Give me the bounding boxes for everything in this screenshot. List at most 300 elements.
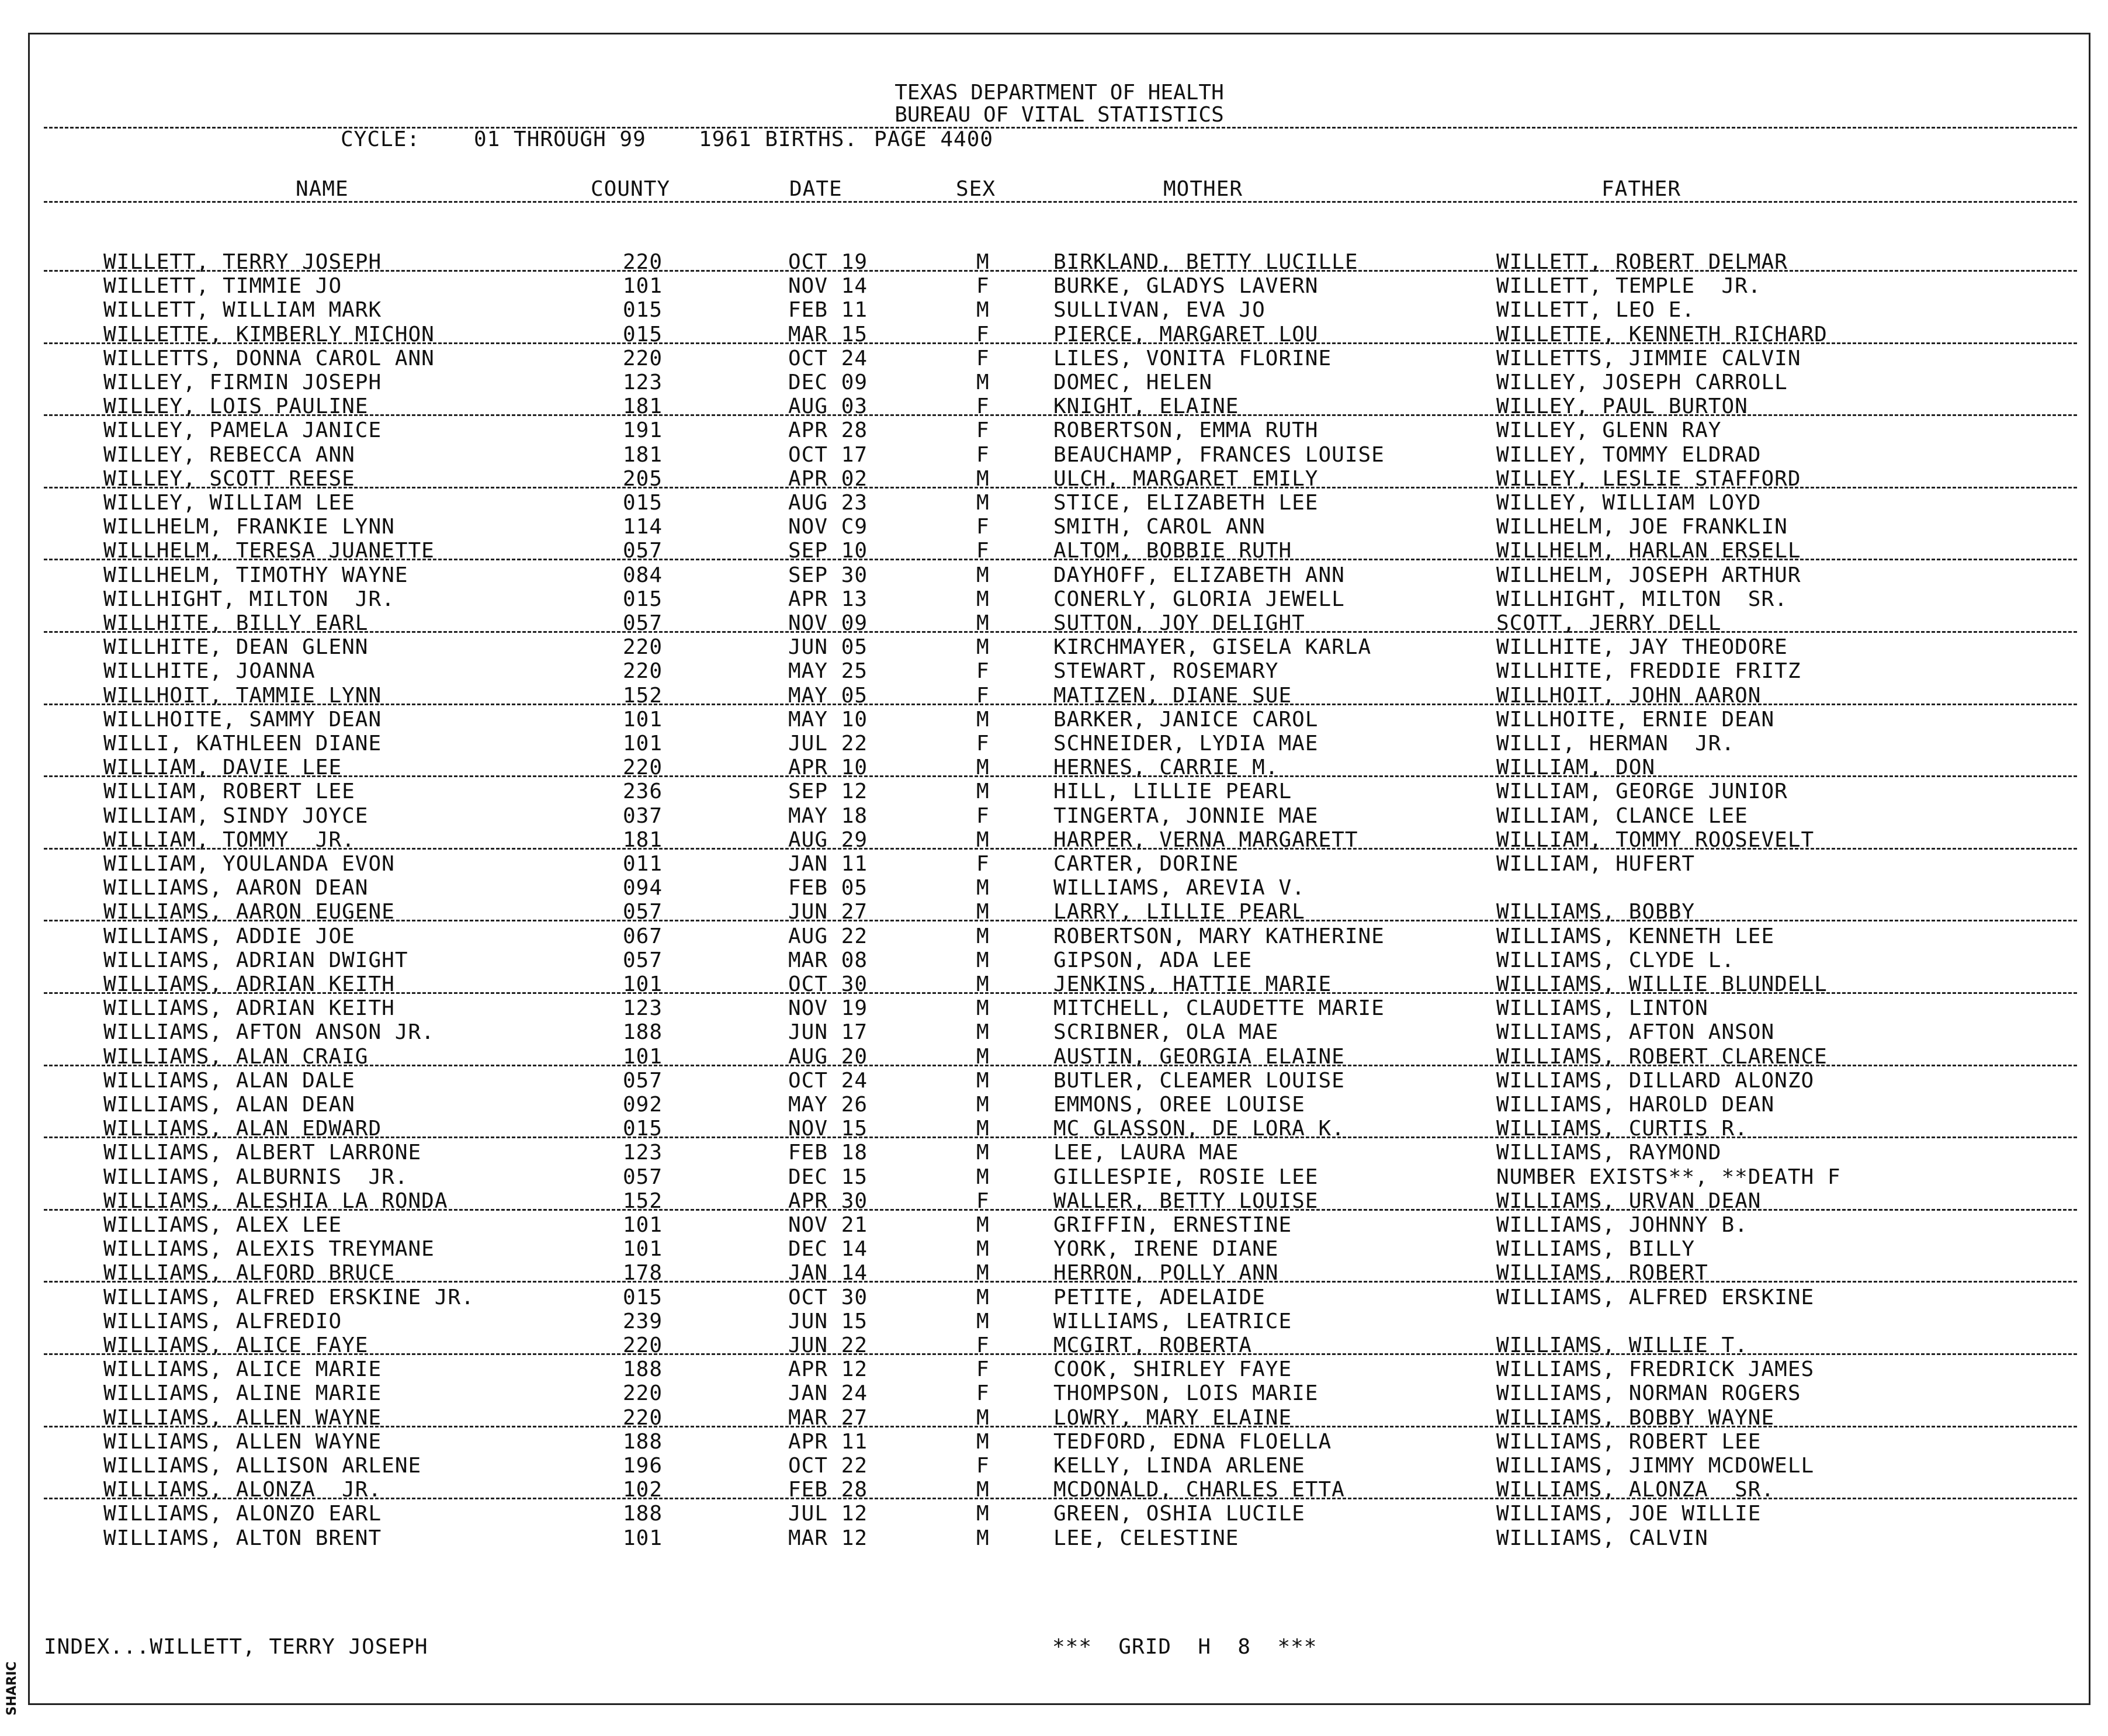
record-sex: F <box>976 1381 990 1405</box>
record-county: 015 <box>623 491 663 515</box>
record-sex: F <box>976 418 990 442</box>
grid-footer: *** GRID H 8 *** <box>1052 1635 1318 1659</box>
record-mother: SCHNEIDER, LYDIA MAE <box>1053 732 1319 756</box>
record-date: DEC 14 <box>788 1237 868 1261</box>
record-sex: M <box>976 1141 990 1165</box>
record-father: WILLHELM, JOE FRANKLIN <box>1496 515 1788 539</box>
record-name: WILLHITE, BILLY EARL <box>103 611 369 635</box>
record-sex: M <box>976 1045 990 1069</box>
record-mother: WILLIAMS, LEATRICE <box>1053 1309 1292 1333</box>
record-date: SEP 30 <box>788 563 868 587</box>
record-sex: M <box>976 298 990 322</box>
record-date: JAN 14 <box>788 1261 868 1285</box>
record-father: WILLI, HERMAN JR. <box>1496 732 1735 756</box>
record-date: OCT 24 <box>788 1069 868 1093</box>
record-name: WILLETT, TERRY JOSEPH <box>103 250 382 274</box>
record-sex: F <box>976 323 990 346</box>
record-sex: M <box>976 996 990 1020</box>
record-name: WILLIAM, ROBERT LEE <box>103 779 355 803</box>
record-county: 220 <box>623 756 663 779</box>
row-separator <box>44 1498 2077 1499</box>
record-name: WILLIAMS, ALAN DALE <box>103 1069 355 1093</box>
record-county: 101 <box>623 1213 663 1237</box>
record-county: 101 <box>623 972 663 996</box>
record-name: WILLIAMS, ALLEN WAYNE <box>103 1406 382 1430</box>
record-father: WILLIAMS, ALONZA SR. <box>1496 1478 1775 1502</box>
record-name: WILLIAMS, ALESHIA LA RONDA <box>103 1189 448 1213</box>
record-sex: M <box>976 972 990 996</box>
record-date: OCT 24 <box>788 346 868 370</box>
record-date: MAR 15 <box>788 323 868 346</box>
record-father: WILLIAMS, BOBBY <box>1496 900 1696 924</box>
record-name: WILLEY, REBECCA ANN <box>103 443 355 467</box>
record-mother: BUTLER, CLEAMER LOUISE <box>1053 1069 1345 1093</box>
record-county: 123 <box>623 996 663 1020</box>
record-father: WILLIAMS, BILLY <box>1496 1237 1696 1261</box>
record-name: WILLETTS, DONNA CAROL ANN <box>103 346 435 370</box>
record-date: APR 10 <box>788 756 868 779</box>
record-mother: HILL, LILLIE PEARL <box>1053 779 1292 803</box>
record-date: JUN 15 <box>788 1309 868 1333</box>
record-date: JUN 05 <box>788 635 868 659</box>
record-name: WILLIAMS, AARON DEAN <box>103 876 369 900</box>
record-sex: F <box>976 732 990 756</box>
record-sex: M <box>976 948 990 972</box>
record-sex: F <box>976 1454 990 1478</box>
record-mother: SULLIVAN, EVA JO <box>1053 298 1266 322</box>
record-mother: ROBERTSON, EMMA RUTH <box>1053 418 1319 442</box>
record-county: 101 <box>623 1526 663 1550</box>
record-mother: MC GLASSON, DE LORA K. <box>1053 1117 1345 1141</box>
record-sex: F <box>976 1333 990 1357</box>
record-date: AUG 22 <box>788 924 868 948</box>
row-separator <box>44 487 2077 488</box>
record-mother: SMITH, CAROL ANN <box>1053 515 1266 539</box>
row-separator <box>44 920 2077 921</box>
record-mother: BURKE, GLADYS LAVERN <box>1053 274 1319 298</box>
record-sex: M <box>976 1261 990 1285</box>
record-father: WILLIAM, DON <box>1496 756 1656 779</box>
record-sex: M <box>976 1237 990 1261</box>
record-county: 123 <box>623 1141 663 1165</box>
record-date: JUN 22 <box>788 1333 868 1357</box>
record-date: SEP 12 <box>788 779 868 803</box>
row-separator <box>44 775 2077 777</box>
record-father: WILLIAM, CLANCE LEE <box>1496 804 1748 828</box>
record-father: WILLHIGHT, MILTON SR. <box>1496 587 1788 611</box>
record-county: 057 <box>623 948 663 972</box>
record-date: OCT 17 <box>788 443 868 467</box>
row-separator <box>44 992 2077 994</box>
record-mother: BEAUCHAMP, FRANCES LOUISE <box>1053 443 1385 467</box>
record-county: 084 <box>623 563 663 587</box>
record-mother: BARKER, JANICE CAROL <box>1053 708 1319 732</box>
record-name: WILLIAM, YOULANDA EVON <box>103 852 395 876</box>
record-county: 239 <box>623 1309 663 1333</box>
record-sex: M <box>976 370 990 394</box>
record-county: 188 <box>623 1020 663 1044</box>
record-mother: SCRIBNER, OLA MAE <box>1053 1020 1279 1044</box>
record-father: WILLIAMS, ROBERT LEE <box>1496 1430 1762 1454</box>
record-sex: M <box>976 1430 990 1454</box>
column-header-county: COUNTY <box>591 177 671 201</box>
record-county: 015 <box>623 323 663 346</box>
record-father: WILLIAMS, ROBERT <box>1496 1261 1708 1285</box>
record-mother: EMMONS, OREE LOUISE <box>1053 1093 1305 1117</box>
record-date: FEB 05 <box>788 876 868 900</box>
record-county: 188 <box>623 1357 663 1381</box>
record-father: WILLIAMS, LINTON <box>1496 996 1708 1020</box>
record-name: WILLIAM, DAVIE LEE <box>103 756 342 779</box>
record-date: APR 28 <box>788 418 868 442</box>
record-sex: F <box>976 515 990 539</box>
record-sex: M <box>976 1069 990 1093</box>
record-father: WILLEY, LESLIE STAFFORD <box>1496 467 1801 491</box>
record-county: 102 <box>623 1478 663 1502</box>
column-header-father: FATHER <box>1601 177 1681 201</box>
record-father: WILLEY, WILLIAM LOYD <box>1496 491 1762 515</box>
record-mother: WILLIAMS, AREVIA V. <box>1053 876 1305 900</box>
record-sex: M <box>976 1406 990 1430</box>
record-father: WILLIAMS, CLYDE L. <box>1496 948 1735 972</box>
record-sex: M <box>976 779 990 803</box>
record-county: 205 <box>623 467 663 491</box>
record-date: AUG 03 <box>788 394 868 418</box>
record-name: WILLIAMS, ALAN CRAIG <box>103 1045 369 1069</box>
record-date: MAY 05 <box>788 684 868 708</box>
record-father: WILLHOITE, ERNIE DEAN <box>1496 708 1775 732</box>
record-father: WILLHITE, JAY THEODORE <box>1496 635 1788 659</box>
record-sex: M <box>976 900 990 924</box>
record-name: WILLIAMS, ALFRED ERSKINE JR. <box>103 1285 474 1309</box>
record-father: WILLIAMS, NORMAN ROGERS <box>1496 1381 1801 1405</box>
record-name: WILLIAMS, ADRIAN KEITH <box>103 972 395 996</box>
record-mother: KIRCHMAYER, GISELA KARLA <box>1053 635 1372 659</box>
record-mother: KELLY, LINDA ARLENE <box>1053 1454 1305 1478</box>
record-date: DEC 09 <box>788 370 868 394</box>
record-mother: GIPSON, ADA LEE <box>1053 948 1253 972</box>
side-label: SHARIC <box>5 1661 19 1716</box>
record-mother: DOMEC, HELEN <box>1053 370 1213 394</box>
record-mother: KNIGHT, ELAINE <box>1053 394 1239 418</box>
record-name: WILLEY, LOIS PAULINE <box>103 394 369 418</box>
record-name: WILLIAMS, ALBURNIS JR. <box>103 1165 408 1189</box>
record-county: 015 <box>623 1285 663 1309</box>
record-date: NOV 19 <box>788 996 868 1020</box>
record-name: WILLIAMS, ALLEN WAYNE <box>103 1430 382 1454</box>
record-county: 015 <box>623 298 663 322</box>
record-name: WILLIAMS, ALBERT LARRONE <box>103 1141 422 1165</box>
record-date: JUL 22 <box>788 732 868 756</box>
record-father: WILLIAMS, ALFRED ERSKINE <box>1496 1285 1815 1309</box>
record-date: DEC 15 <box>788 1165 868 1189</box>
record-date: FEB 28 <box>788 1478 868 1502</box>
record-date: AUG 29 <box>788 828 868 852</box>
record-father: SCOTT, JERRY DELL <box>1496 611 1722 635</box>
record-sex: M <box>976 1020 990 1044</box>
record-father: WILLIAMS, DILLARD ALONZO <box>1496 1069 1815 1093</box>
record-mother: TINGERTA, JONNIE MAE <box>1053 804 1319 828</box>
record-county: 123 <box>623 370 663 394</box>
record-father: NUMBER EXISTS**, **DEATH F <box>1496 1165 1841 1189</box>
record-mother: BIRKLAND, BETTY LUCILLE <box>1053 250 1358 274</box>
record-date: JUN 17 <box>788 1020 868 1044</box>
record-date: FEB 18 <box>788 1141 868 1165</box>
record-county: 015 <box>623 1117 663 1141</box>
record-sex: M <box>976 1309 990 1333</box>
record-name: WILLHITE, JOANNA <box>103 659 315 683</box>
record-mother: LILES, VONITA FLORINE <box>1053 346 1332 370</box>
record-date: OCT 30 <box>788 972 868 996</box>
record-name: WILLIAMS, ALONZA JR. <box>103 1478 382 1502</box>
record-date: NOV 14 <box>788 274 868 298</box>
record-date: NOV 15 <box>788 1117 868 1141</box>
record-mother: CONERLY, GLORIA JEWELL <box>1053 587 1345 611</box>
record-date: MAY 10 <box>788 708 868 732</box>
record-name: WILLIAMS, AARON EUGENE <box>103 900 395 924</box>
record-sex: M <box>976 1117 990 1141</box>
record-county: 188 <box>623 1430 663 1454</box>
record-county: 092 <box>623 1093 663 1117</box>
row-separator <box>44 1065 2077 1066</box>
record-father: WILLHITE, FREDDIE FRITZ <box>1496 659 1801 683</box>
record-father: WILLIAMS, URVAN DEAN <box>1496 1189 1762 1213</box>
record-name: WILLIAMS, ALFORD BRUCE <box>103 1261 395 1285</box>
record-name: WILLHELM, TIMOTHY WAYNE <box>103 563 408 587</box>
record-sex: M <box>976 1213 990 1237</box>
record-county: 220 <box>623 250 663 274</box>
record-mother: DAYHOFF, ELIZABETH ANN <box>1053 563 1345 587</box>
record-mother: LEE, LAURA MAE <box>1053 1141 1239 1165</box>
record-name: WILLIAMS, ALEXIS TREYMANE <box>103 1237 435 1261</box>
column-header-mother: MOTHER <box>1163 177 1243 201</box>
record-mother: HERRON, POLLY ANN <box>1053 1261 1279 1285</box>
record-name: WILLIAMS, ALAN DEAN <box>103 1093 355 1117</box>
record-sex: M <box>976 1502 990 1526</box>
record-county: 191 <box>623 418 663 442</box>
record-mother: AUSTIN, GEORGIA ELAINE <box>1053 1045 1345 1069</box>
record-mother: TEDFORD, EDNA FLOELLA <box>1053 1430 1332 1454</box>
record-name: WILLHIGHT, MILTON JR. <box>103 587 395 611</box>
record-date: MAR 12 <box>788 1526 868 1550</box>
record-sex: M <box>976 876 990 900</box>
record-mother: THOMPSON, LOIS MARIE <box>1053 1381 1319 1405</box>
record-mother: JENKINS, HATTIE MARIE <box>1053 972 1332 996</box>
record-county: 101 <box>623 1237 663 1261</box>
record-county: 220 <box>623 635 663 659</box>
record-name: WILLHELM, FRANKIE LYNN <box>103 515 395 539</box>
record-date: OCT 30 <box>788 1285 868 1309</box>
index-sheet <box>28 33 2090 1705</box>
record-date: APR 30 <box>788 1189 868 1213</box>
record-date: JUL 12 <box>788 1502 868 1526</box>
record-father: WILLETTE, KENNETH RICHARD <box>1496 323 1828 346</box>
row-separator <box>44 631 2077 633</box>
record-date: MAR 27 <box>788 1406 868 1430</box>
row-separator <box>44 848 2077 850</box>
record-mother: SUTTON, JOY DELIGHT <box>1053 611 1305 635</box>
record-date: SEP 10 <box>788 539 868 563</box>
record-county: 181 <box>623 394 663 418</box>
record-name: WILLIAMS, ALEX LEE <box>103 1213 342 1237</box>
index-footer: INDEX...WILLETT, TERRY JOSEPH <box>44 1635 428 1659</box>
record-name: WILLIAMS, ADRIAN DWIGHT <box>103 948 408 972</box>
record-sex: M <box>976 1526 990 1550</box>
record-county: 196 <box>623 1454 663 1478</box>
record-sex: M <box>976 250 990 274</box>
row-separator <box>44 1426 2077 1427</box>
record-name: WILLIAMS, ADDIE JOE <box>103 924 355 948</box>
row-separator <box>44 1209 2077 1211</box>
record-county: 188 <box>623 1502 663 1526</box>
record-father: WILLEY, PAUL BURTON <box>1496 394 1748 418</box>
record-county: 057 <box>623 539 663 563</box>
record-father: WILLIAM, GEORGE JUNIOR <box>1496 779 1788 803</box>
record-sex: F <box>976 394 990 418</box>
record-sex: F <box>976 274 990 298</box>
record-county: 057 <box>623 1165 663 1189</box>
record-mother: LEE, CELESTINE <box>1053 1526 1239 1550</box>
record-father: WILLIAMS, JOHNNY B. <box>1496 1213 1748 1237</box>
record-name: WILLI, KATHLEEN DIANE <box>103 732 382 756</box>
record-sex: F <box>976 346 990 370</box>
record-mother: COOK, SHIRLEY FAYE <box>1053 1357 1292 1381</box>
record-county: 152 <box>623 1189 663 1213</box>
record-date: AUG 20 <box>788 1045 868 1069</box>
record-name: WILLHELM, TERESA JUANETTE <box>103 539 435 563</box>
record-sex: M <box>976 1165 990 1189</box>
record-county: 220 <box>623 1406 663 1430</box>
record-father: WILLETT, ROBERT DELMAR <box>1496 250 1788 274</box>
row-separator <box>44 1281 2077 1283</box>
record-name: WILLIAM, TOMMY JR. <box>103 828 355 852</box>
record-mother: STICE, ELIZABETH LEE <box>1053 491 1319 515</box>
record-mother: STEWART, ROSEMARY <box>1053 659 1279 683</box>
record-mother: MATIZEN, DIANE SUE <box>1053 684 1292 708</box>
record-sex: M <box>976 756 990 779</box>
record-mother: MCGIRT, ROBERTA <box>1053 1333 1253 1357</box>
record-mother: GRIFFIN, ERNESTINE <box>1053 1213 1292 1237</box>
record-county: 114 <box>623 515 663 539</box>
record-mother: YORK, IRENE DIANE <box>1053 1237 1279 1261</box>
record-date: APR 12 <box>788 1357 868 1381</box>
record-father: WILLHELM, JOSEPH ARTHUR <box>1496 563 1801 587</box>
record-date: AUG 23 <box>788 491 868 515</box>
cycle-label: CYCLE: <box>341 127 421 151</box>
record-name: WILLIAMS, ADRIAN KEITH <box>103 996 395 1020</box>
row-separator <box>44 1353 2077 1355</box>
record-name: WILLIAMS, ALFREDIO <box>103 1309 342 1333</box>
cycle-value: 01 THROUGH 99 <box>474 127 646 151</box>
record-mother: MCDONALD, CHARLES ETTA <box>1053 1478 1345 1502</box>
record-name: WILLHOITE, SAMMY DEAN <box>103 708 382 732</box>
record-date: FEB 11 <box>788 298 868 322</box>
record-date: NOV 21 <box>788 1213 868 1237</box>
record-date: MAR 08 <box>788 948 868 972</box>
record-father: WILLHELM, HARLAN ERSELL <box>1496 539 1801 563</box>
record-sex: F <box>976 804 990 828</box>
record-name: WILLEY, PAMELA JANICE <box>103 418 382 442</box>
record-father: WILLHOIT, JOHN AARON <box>1496 684 1762 708</box>
record-county: 236 <box>623 779 663 803</box>
record-sex: M <box>976 491 990 515</box>
agency-title: TEXAS DEPARTMENT OF HEALTH <box>894 81 1224 105</box>
column-header-rule <box>44 201 2077 203</box>
record-mother: GREEN, OSHIA LUCILE <box>1053 1502 1305 1526</box>
record-mother: HARPER, VERNA MARGARETT <box>1053 828 1358 852</box>
record-sex: M <box>976 611 990 635</box>
record-sex: M <box>976 635 990 659</box>
record-mother: ULCH, MARGARET EMILY <box>1053 467 1319 491</box>
record-county: 101 <box>623 708 663 732</box>
record-sex: M <box>976 924 990 948</box>
row-separator <box>44 414 2077 416</box>
record-mother: ALTOM, BOBBIE RUTH <box>1053 539 1292 563</box>
record-father: WILLIAMS, HAROLD DEAN <box>1496 1093 1775 1117</box>
record-county: 101 <box>623 1045 663 1069</box>
record-county: 101 <box>623 732 663 756</box>
column-header-name: NAME <box>296 177 349 201</box>
record-mother: ROBERTSON, MARY KATHERINE <box>1053 924 1385 948</box>
record-mother: WALLER, BETTY LOUISE <box>1053 1189 1319 1213</box>
record-father: WILLIAMS, JOE WILLIE <box>1496 1502 1762 1526</box>
record-name: WILLIAMS, ALINE MARIE <box>103 1381 382 1405</box>
record-sex: F <box>976 1357 990 1381</box>
record-county: 037 <box>623 804 663 828</box>
record-father: WILLIAMS, ROBERT CLARENCE <box>1496 1045 1828 1069</box>
record-county: 094 <box>623 876 663 900</box>
record-county: 220 <box>623 346 663 370</box>
record-father: WILLEY, TOMMY ELDRAD <box>1496 443 1762 467</box>
record-father: WILLIAMS, BOBBY WAYNE <box>1496 1406 1775 1430</box>
record-date: NOV C9 <box>788 515 868 539</box>
record-mother: LOWRY, MARY ELAINE <box>1053 1406 1292 1430</box>
row-separator <box>44 342 2077 344</box>
record-name: WILLIAMS, ALICE FAYE <box>103 1333 369 1357</box>
record-father: WILLIAMS, CALVIN <box>1496 1526 1708 1550</box>
record-name: WILLIAMS, ALONZO EARL <box>103 1502 382 1526</box>
record-date: APR 13 <box>788 587 868 611</box>
record-date: APR 11 <box>788 1430 868 1454</box>
record-name: WILLEY, FIRMIN JOSEPH <box>103 370 382 394</box>
record-county: 057 <box>623 1069 663 1093</box>
row-separator <box>44 704 2077 705</box>
record-mother: CARTER, DORINE <box>1053 852 1239 876</box>
record-sex: M <box>976 563 990 587</box>
record-name: WILLHITE, DEAN GLENN <box>103 635 369 659</box>
record-county: 101 <box>623 274 663 298</box>
record-county: 220 <box>623 1381 663 1405</box>
row-separator <box>44 559 2077 560</box>
row-separator <box>44 1136 2077 1138</box>
record-father: WILLIAMS, AFTON ANSON <box>1496 1020 1775 1044</box>
record-sex: F <box>976 852 990 876</box>
year-label: 1961 BIRTHS. <box>699 127 858 151</box>
record-father: WILLIAMS, FREDRICK JAMES <box>1496 1357 1815 1381</box>
record-father: WILLETTS, JIMMIE CALVIN <box>1496 346 1801 370</box>
record-name: WILLETT, WILLIAM MARK <box>103 298 382 322</box>
record-county: 011 <box>623 852 663 876</box>
record-sex: F <box>976 1189 990 1213</box>
record-sex: M <box>976 467 990 491</box>
record-date: JAN 11 <box>788 852 868 876</box>
record-father: WILLEY, JOSEPH CARROLL <box>1496 370 1788 394</box>
record-mother: LARRY, LILLIE PEARL <box>1053 900 1305 924</box>
record-father: WILLIAMS, WILLIE BLUNDELL <box>1496 972 1828 996</box>
record-father: WILLIAMS, WILLIE T. <box>1496 1333 1748 1357</box>
record-sex: M <box>976 587 990 611</box>
record-county: 181 <box>623 443 663 467</box>
